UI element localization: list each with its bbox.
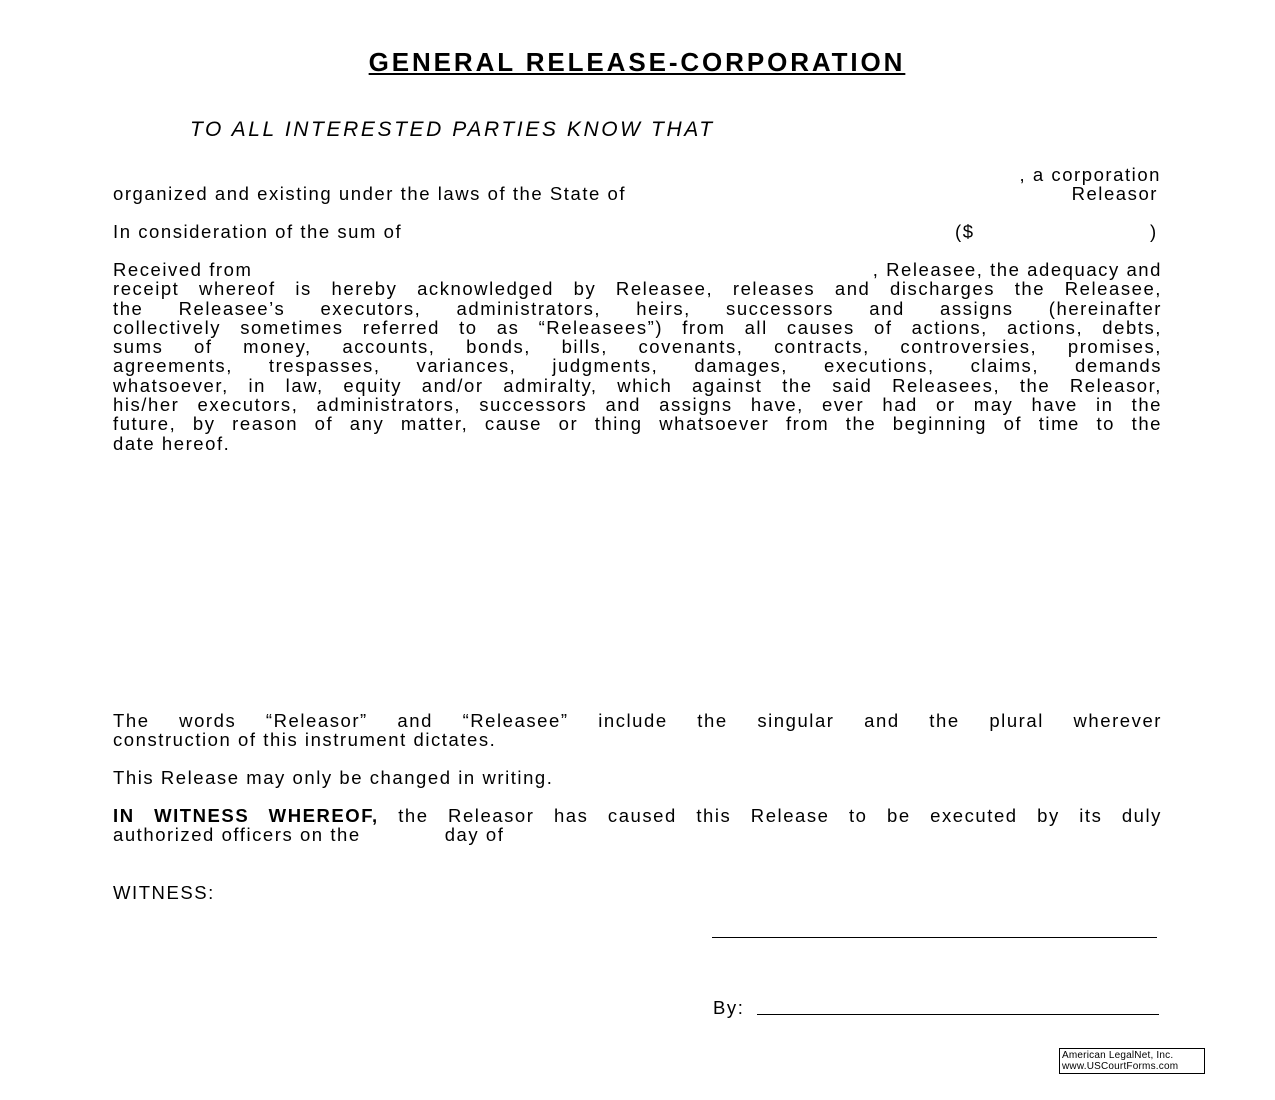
releasee-adequacy-text: , Releasee, the adequacy and [872,259,1162,280]
release-line: sums of money, accounts, bonds, bills, covenants, contracts, controversies, promises, [113,336,1162,358]
witness-line-2 [113,825,1162,844]
document-title: GENERAL RELEASE-CORPORATION [368,47,906,77]
change-clause: This Release may only be changed in writing. [113,767,554,788]
release-line: collectively sometimes referred to as “Releasees”) from all causes of actions, actions, debts, [113,316,1162,338]
by-signature-line[interactable] [757,1014,1159,1015]
release-line: his/her executors, administrators, successors and assigns have, ever had or may have in the [113,394,1162,416]
document-subtitle: TO ALL INTERESTED PARTIES KNOW THAT [190,118,715,141]
release-paragraph [113,260,1162,453]
witness-line-1 [113,806,1162,825]
by-label: By: [713,997,745,1018]
dollar-open: ($ [955,221,975,242]
authorized-officers-text: authorized officers on the [113,824,361,846]
organized-text: organized and existing under the laws of the State of [113,183,627,204]
words-line: construction of this instrument dictates. [113,729,497,751]
release-line: receipt whereof is hereby acknowledged by Releasee, releases and discharges the Releasee, [113,278,1162,300]
words-line: The words “Releasor” and “Releasee” include the singular and the plural wherever [113,710,1162,731]
in-witness-whereof: IN WITNESS WHEREOF, [113,805,379,826]
signature-line[interactable] [712,937,1157,938]
words-paragraph [113,711,1162,750]
release-line: agreements, trespasses, variances, judgments, damages, executions, claims, demands [113,355,1162,377]
consideration-label: In consideration of the sum of [113,221,403,242]
release-line: whatsoever, in law, equity and/or admiralty, which against the said Releasees, the Releasor, [113,374,1162,396]
american-legalnet-logo [1059,1048,1205,1074]
logo-line-1: American LegalNet, Inc. [1062,1050,1174,1061]
received-from-label: Received from [113,259,253,280]
release-first-line [113,260,1162,279]
releasor-label: Releasor [1071,183,1158,204]
a-corporation-text: , a corporation [1019,164,1161,185]
release-line: the Releasee’s executors, administrators, heirs, successors and assigns (hereinafter [113,297,1162,319]
dollar-close: ) [1150,221,1158,242]
witness-clause [113,806,1162,845]
logo-line-2: www.USCourtForms.com [1062,1061,1179,1072]
release-line: future, by reason of any matter, cause or thing whatsoever from the beginning of time to the [113,413,1162,435]
witness-label: WITNESS: [113,882,215,903]
day-of-text: day of [444,824,505,846]
release-line: date hereof. [113,432,231,454]
witness-rest: the Releasor has caused this Release to be executed by its duly [378,805,1162,826]
